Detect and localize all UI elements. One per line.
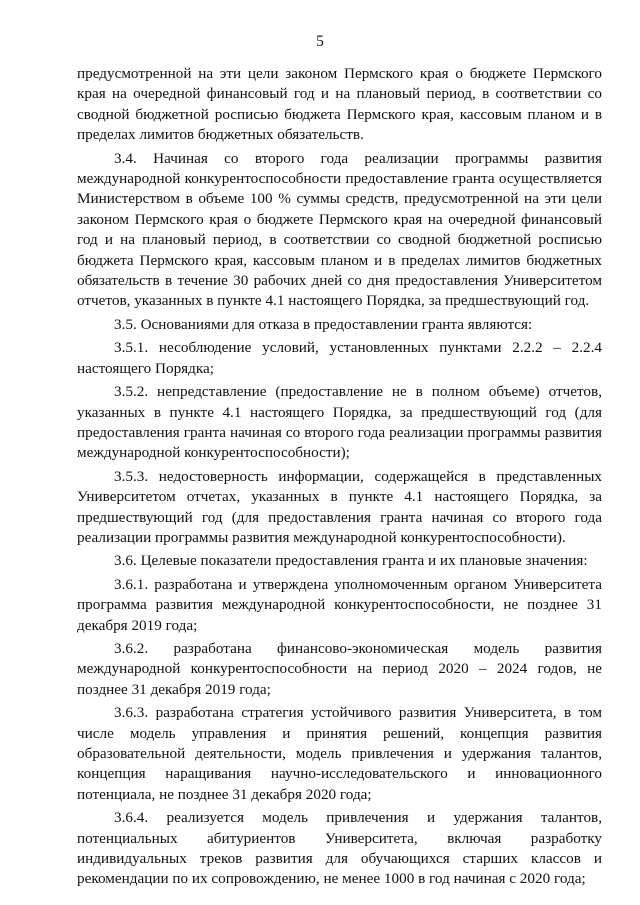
paragraph-3-4: 3.4. Начиная со второго года реализации программы развития международной конкурентоспособности предоставление гранта осуществляется Министерством в объеме 100 % суммы средств, предусмотренной на эти цели законом Пермского края о бюджете Пермского края на очередной финансовый год и на плановый период, в соответствии со сводной бюджетной росписью бюджета Пермского края, кассовым планом и в пределах лимитов бюджетных обязательств в течение 30 рабочих дней со дня предоставления Университетом отчетов, указанных в пункте 4.1 настоящего Порядка, за предшествующий год. [77, 149, 602, 310]
paragraph-3-6-4: 3.6.4. реализуется модель привлечения и удержания талантов, потенциальных абитуриентов Университета, включая разработку индивидуальных треков развития для обучающихся старших классов и рекомендации по их сопровождению, не менее 1000 в год начиная с 2020 года; [77, 809, 602, 888]
paragraph-continuation: предусмотренной на эти цели законом Пермского края о бюджете Пермского края на очередной финансовый год и на плановый период, в соответствии со сводной бюджетной росписью бюджета Пермского края, кассовым планом и в пределах лимитов бюджетных обязательств. [77, 65, 602, 144]
paragraph-3-6: 3.6. Целевые показатели предоставления гранта и их плановые значения: [114, 552, 588, 570]
paragraph-3-5: 3.5. Основаниями для отказа в предоставлении гранта являются: [114, 315, 533, 333]
paragraph-3-6-1: 3.6.1. разработана и утверждена уполномоченным органом Университета программа развития международной конкурентоспособности, не позднее 31 декабря 2019 года; [77, 575, 602, 634]
paragraph-3-5-1: 3.5.1. несоблюдение условий, установленных пунктами 2.2.2 – 2.2.4 настоящего Порядка; [77, 339, 602, 377]
paragraph-3-6-3: 3.6.3. разработана стратегия устойчивого развития Университета, в том числе модель управления и принятия решений, концепция развития образовательной деятельности, модель привлечения и удержания талантов, концепция наращивания научно-исследовательского и инновационного потенциала, не позднее 31 декабря 2020 года; [77, 704, 602, 803]
page-number: 5 [316, 33, 324, 50]
paragraph-3-5-2: 3.5.2. непредставление (предоставление не в полном объеме) отчетов, указанных в пункте 4.1 настоящего Порядка, за предшествующий год (для предоставления гранта начиная со второго года реализации программы развития международной конкурентоспособности); [77, 383, 602, 462]
paragraph-3-6-2: 3.6.2. разработана финансово-экономическая модель развития международной конкурентоспособности на период 2020 – 2024 годов, не позднее 31 декабря 2019 года; [77, 639, 602, 698]
paragraph-3-5-3: 3.5.3. недостоверность информации, содержащейся в представленных Университетом отчетах, указанных в пункте 4.1 настоящего Порядка, за предшествующий год (для предоставления гранта начиная со второго года реализации программы развития международной конкурентоспособности). [77, 467, 602, 546]
document-body [77, 64, 602, 893]
